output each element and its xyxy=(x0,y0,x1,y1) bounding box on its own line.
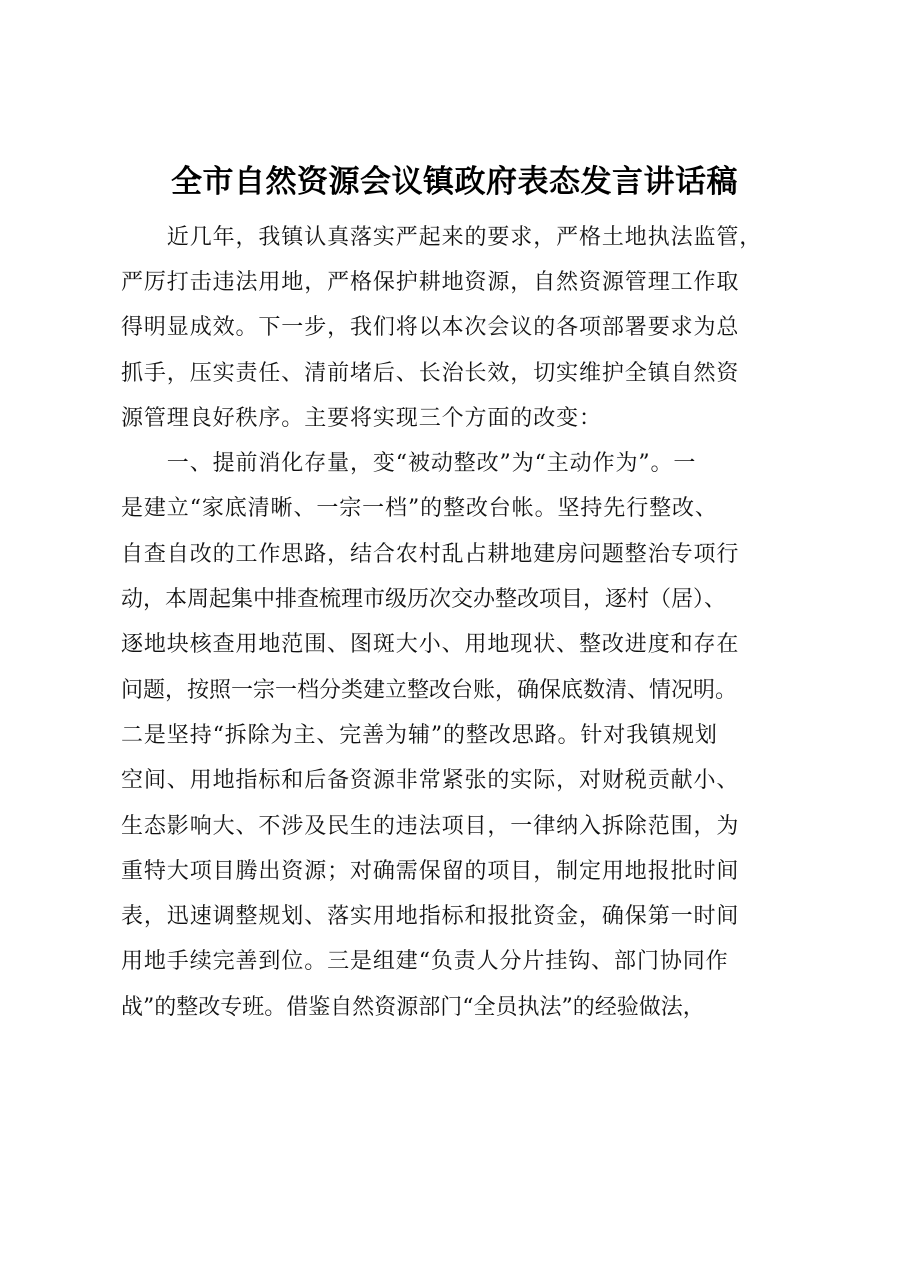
text-line-18: 战”的整改专班。借鉴自然资源部门“全员执法”的经验做法， xyxy=(121,995,705,1020)
text-line-5: 源管理良好秩序。主要将实现三个方面的改变： xyxy=(121,406,602,431)
text-line-13: 空间、用地指标和后备资源非常紧张的实际，对财税贡献小、 xyxy=(121,768,740,793)
text-line-9: 动，本周起集中排查梳理市级历次交办整改项目，逐村（居）、 xyxy=(121,587,727,612)
text-line-4: 抓手，压实责任、清前堵后、长治长效，切实维护全镇自然资 xyxy=(121,361,740,386)
text-line-3: 得明显成效。下一步，我们将以本次会议的各项部署要求为总 xyxy=(121,315,740,340)
text-line-6: 一、提前消化存量，变“被动整改”为“主动作为”。一 xyxy=(121,451,697,476)
text-line-14: 生态影响大、不涉及民生的违法项目，一律纳入拆除范围，为 xyxy=(121,814,740,839)
text-line-2: 严厉打击违法用地，严格保护耕地资源，自然资源管理工作取 xyxy=(121,270,740,295)
text-line-15: 重特大项目腾出资源；对确需保留的项目，制定用地报批时间 xyxy=(121,859,740,884)
text-line-17: 用地手续完善到位。三是组建“负责人分片挂钩、部门协同作 xyxy=(121,949,729,974)
text-line-7: 是建立“家底清晰、一宗一档”的整改台帐。坚持先行整改、 xyxy=(121,496,718,521)
text-line-10: 逐地块核查用地范围、图斑大小、用地现状、整改进度和存在 xyxy=(121,632,740,657)
document-title: 全市自然资源会议镇政府表态发言讲话稿 xyxy=(171,164,738,200)
text-line-1: 近几年，我镇认真落实严起来的要求，严格土地执法监管， xyxy=(121,225,763,250)
text-line-12: 二是坚持“拆除为主、完善为辅”的整改思路。针对我镇规划 xyxy=(121,723,718,748)
text-line-8: 自查自改的工作思路，结合农村乱占耕地建房问题整治专项行 xyxy=(121,542,740,567)
text-line-11: 问题，按照一宗一档分类建立整改台账，确保底数清、情况明。 xyxy=(121,678,738,703)
text-line-16: 表，迅速调整规划、落实用地指标和报批资金，确保第一时间 xyxy=(121,904,740,929)
